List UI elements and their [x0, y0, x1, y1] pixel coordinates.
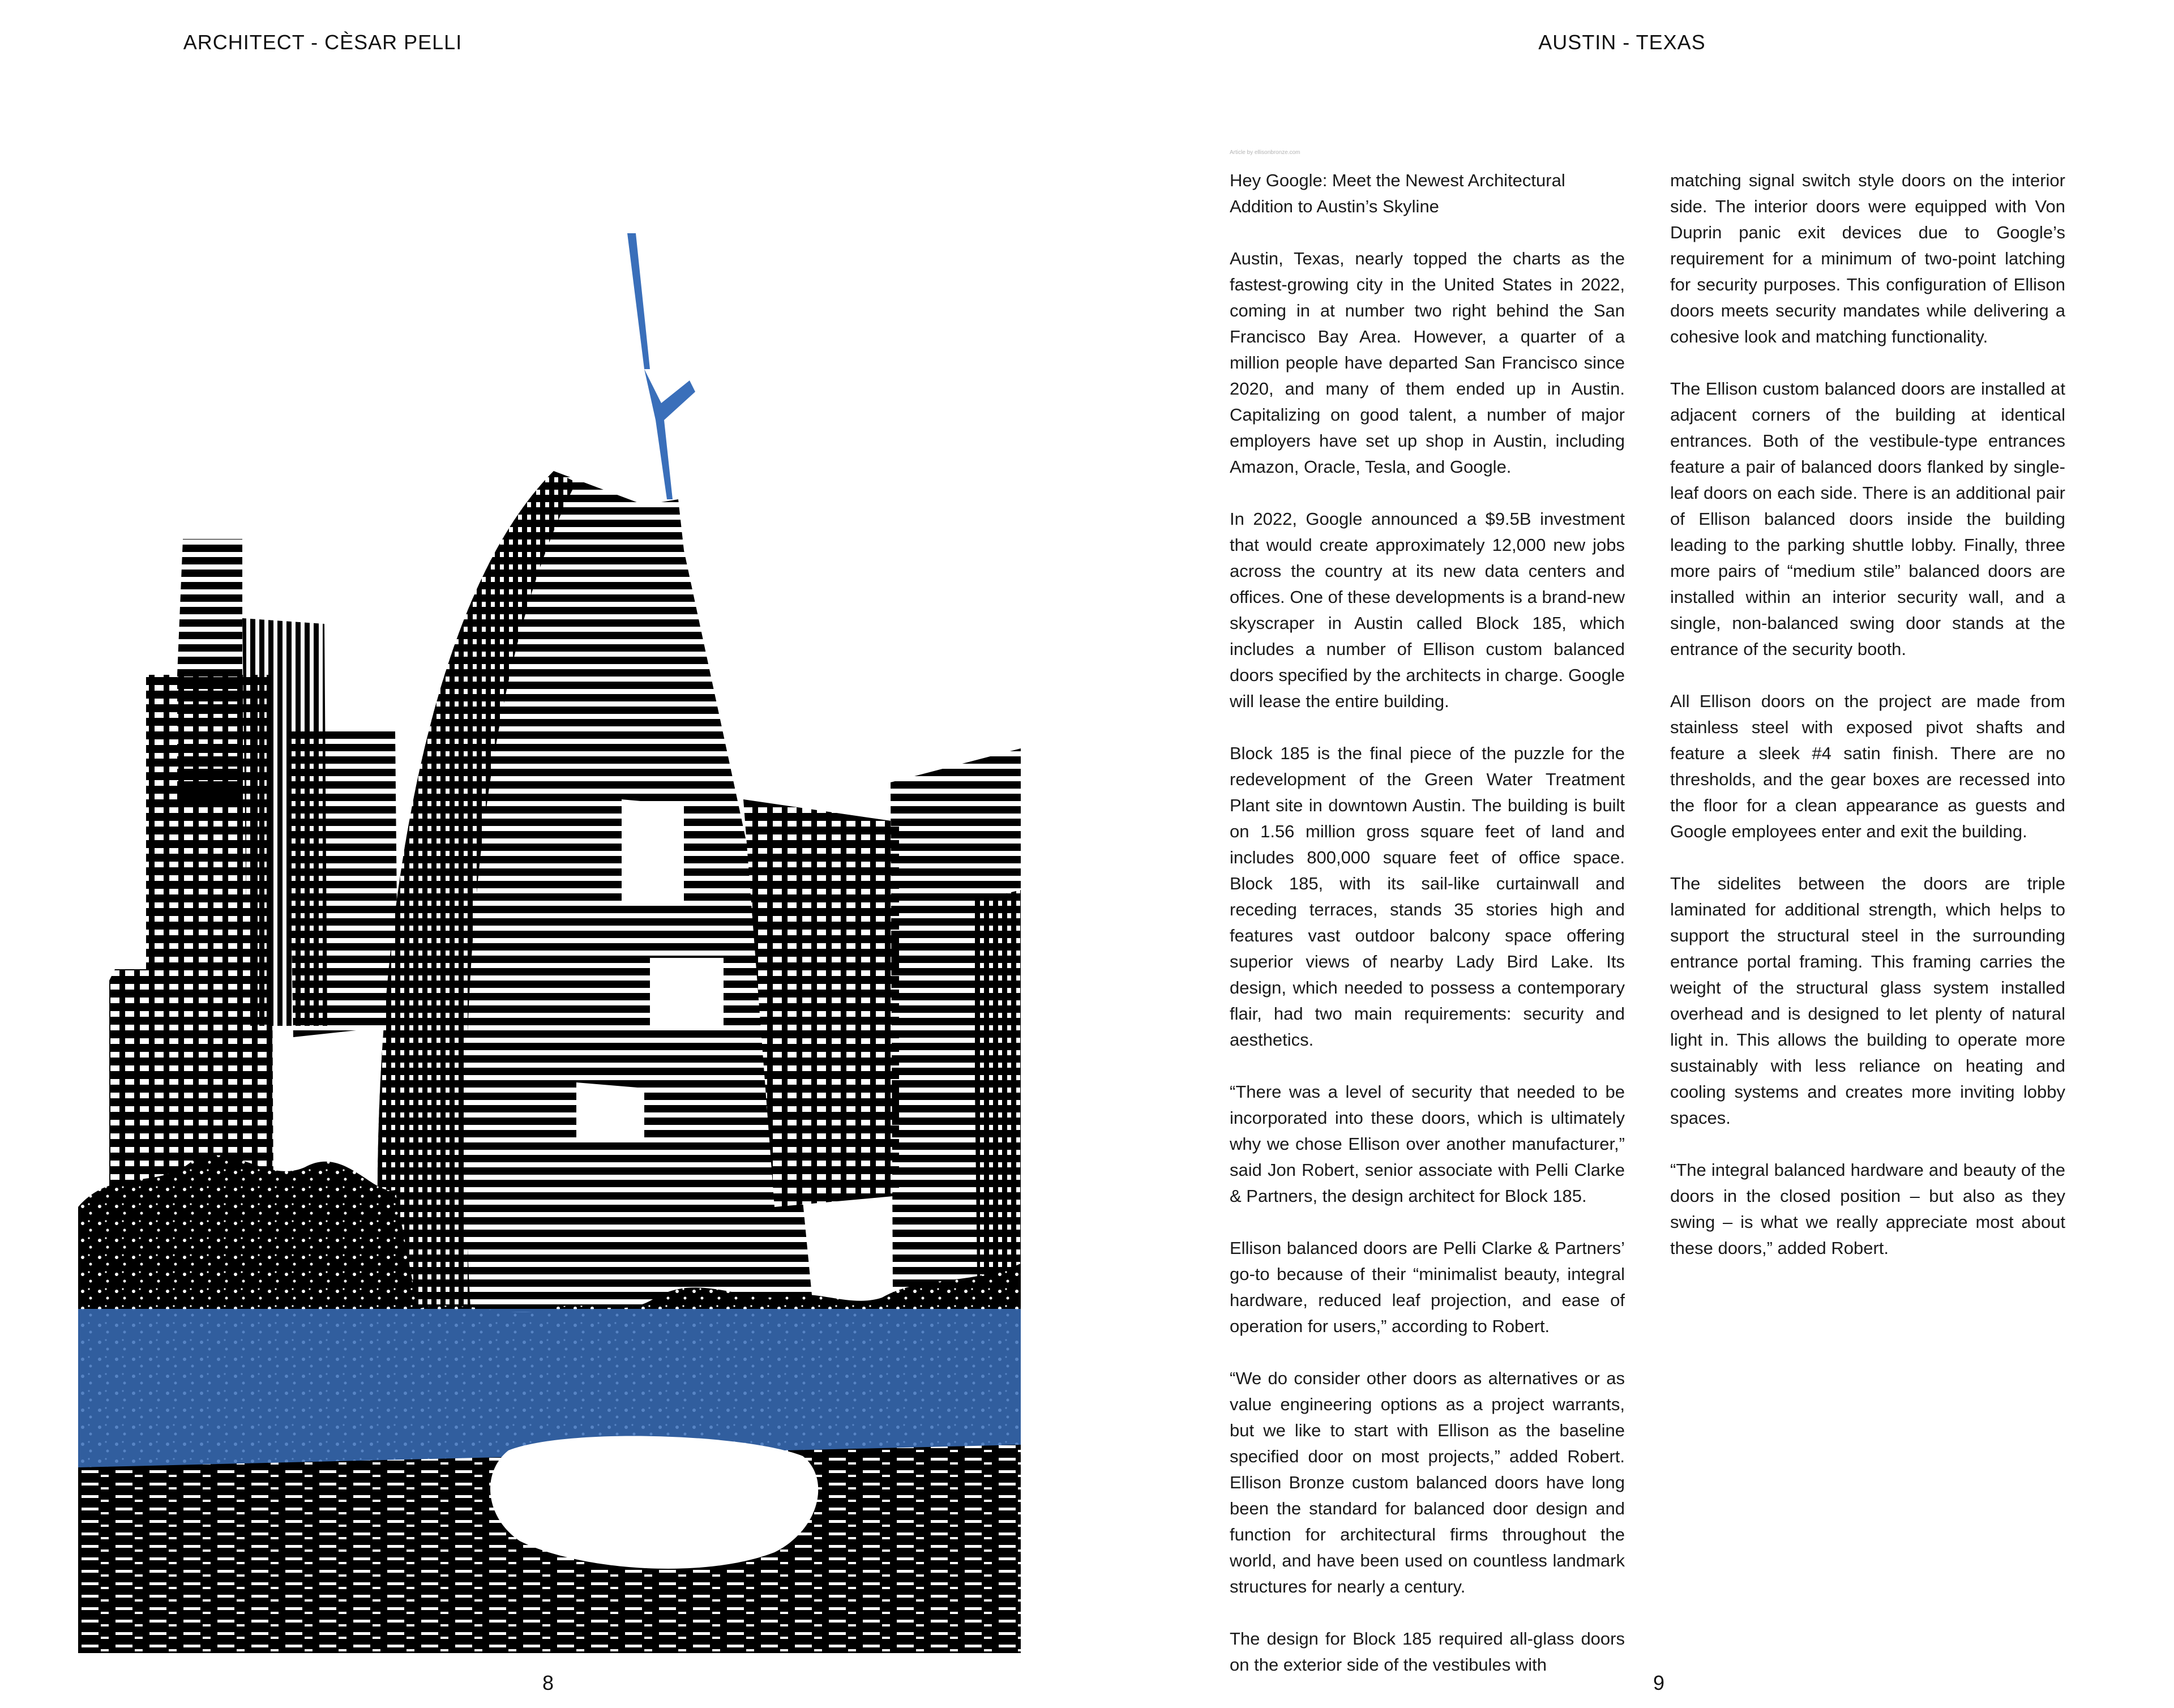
paragraph: “There was a level of security that needed to be incorporated into these doors, which is ultimately why we chose Ellison over another manufacturer,” said Jon Robert, senior associate with Pelli Clarke & Partners, the design architect for Block 185. [1230, 1082, 1625, 1206]
paragraph: Ellison balanced doors are Pelli Clarke & Partners’ go-to because of their “minimalist beauty, integral hardware, reduced leaf projection, and ease of operation for users,” according to Robert. [1230, 1238, 1625, 1336]
paragraph: The sidelites between the doors are triple laminated for additional strength, which helps to support the structural steel in the surrounding entrance portal framing. This framing carries the weight of the structural glass system installed overhead and is designed to let plenty of natural light in. This allows the building to operate more sustainably with less reliance on heating and cooling systems and creates more inviting lobby spaces. [1670, 874, 2065, 1128]
paragraph: The design for Block 185 required all-glass doors on the exterior side of the vestibules with [1230, 1629, 1625, 1675]
paragraph: Austin, Texas, nearly topped the charts as the fastest-growing city in the United States in 2022, coming in at number two right behind the San Francisco Bay Area. However, a quarter of a million people have departed San Francisco since 2020, and many of them ended up in Austin. Capitalizing on good talent, a number of major employers have set up shop in Austin, including Amazon, Oracle, Tesla, and Google. [1230, 249, 1625, 477]
crane-mast [644, 369, 695, 499]
running-head-left: ARCHITECT - CÈSAR PELLI [183, 31, 463, 54]
paragraph: matching signal switch style doors on the interior side. The interior doors were equipped with Von Duprin panic exit devices due to Google’s requirement for a minimum of two-point latching for security purposes. This configuration of Ellison doors meets security mandates while delivering a cohesive look and matching functionality. [1670, 170, 2065, 346]
block-185-duotone-figure [78, 233, 1021, 1653]
article-credit: Article by ellisonbronze.com [1230, 149, 1300, 156]
paragraph: “We do consider other doors as alternatives or as value engineering options as a project warrants, but we like to start with Ellison as the baseline specified door on most projects,” added Robert. Ellison Bronze custom balanced doors have long been the standard for balanced door design and function for architectural firms throughout the world, and have been used on countless landmark structures for nearly a century. [1230, 1368, 1625, 1596]
article-headline: Hey Google: Meet the Newest Architectural Addition to Austin’s Skyline [1230, 170, 1565, 216]
paragraph: In 2022, Google announced a $9.5B investment that would create approximately 12,000 new jobs across the country at its new data centers and offices. One of these developments is a brand-new skyscraper in Austin called Block 185, which includes a number of Ellison custom balanced doors specified by the architects in charge. Google will lease the entire building. [1230, 509, 1625, 711]
right-page [1087, 0, 2174, 1708]
crane-jib [627, 233, 650, 369]
paragraph: “The integral balanced hardware and beauty of the doors in the closed position – but also as they swing – is what we really appreciate most about these doors,” added Robert. [1670, 1160, 2065, 1258]
page-number-left: 8 [542, 1671, 554, 1694]
text-column-right [1670, 168, 2065, 1261]
sun-reflection [490, 1436, 818, 1569]
text-column-left [1230, 168, 1625, 1678]
paragraph: All Ellison doors on the project are made from stainless steel with exposed pivot shafts and feature a sleek #4 satin finish. There are no thresholds, and the gear boxes are recessed into the floor for a clean appearance as guests and Google employees enter and exit the building. [1670, 691, 2065, 841]
paragraph: The Ellison custom balanced doors are installed at adjacent corners of the building at identical entrances. Both of the vestibule-type entrances feature a pair of balanced doors flanked by single-leaf doors on each side. There is an additional pair of Ellison balanced doors inside the building leading to the parking shuttle lobby. Finally, three more pairs of “medium stile” balanced doors are installed within an interior security wall, and a single, non-balanced swing door stands at the entrance of the security booth. [1670, 379, 2065, 659]
page-number-right: 9 [1653, 1671, 1665, 1694]
left-mid-building [288, 731, 398, 1037]
building-illustration [78, 233, 1021, 1653]
paragraph: Block 185 is the final piece of the puzzle for the redevelopment of the Green Water Treatment Plant site in downtown Austin. The building is built on 1.56 million gross square feet of land and includes 800,000 square feet of office space. Block 185, with its sail-like curtainwall and receding terraces, stands 35 stories high and features vast outdoor balcony space offering superior views of nearby Lady Bird Lake. Its design, which needed to possess a contemporary flair, had two main requirements: security and aesthetics. [1230, 743, 1625, 1050]
left-upper-tower [177, 539, 242, 799]
running-head-right: AUSTIN - TEXAS [1538, 31, 1706, 54]
